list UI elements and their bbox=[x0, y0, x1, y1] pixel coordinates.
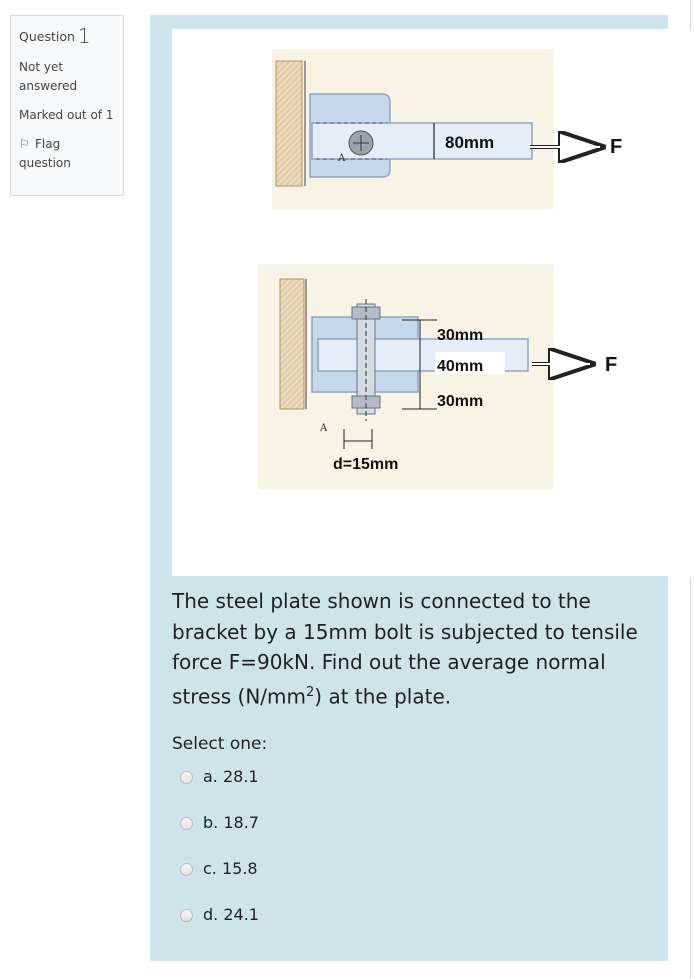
question-figure bbox=[172, 29, 668, 576]
force-label: F bbox=[610, 136, 623, 158]
dim-label-30mm-bottom: 30mm bbox=[437, 393, 484, 410]
question-number bbox=[19, 24, 115, 48]
radio-button[interactable] bbox=[180, 817, 193, 830]
section-label: A bbox=[338, 153, 346, 164]
flag-label: Flag question bbox=[19, 137, 71, 170]
question-state: Not yet answered bbox=[19, 60, 78, 93]
question-label: Question bbox=[19, 29, 75, 44]
wall-support bbox=[276, 61, 302, 186]
radio-button[interactable] bbox=[180, 909, 193, 922]
answer-option-b[interactable] bbox=[180, 811, 259, 833]
answer-option-d[interactable] bbox=[180, 903, 259, 925]
answer-option-c[interactable] bbox=[180, 857, 258, 879]
answer-label: a. 28.1 bbox=[203, 766, 259, 786]
radio-button[interactable] bbox=[180, 771, 193, 784]
dim-label-40mm: 40mm bbox=[437, 358, 484, 375]
side-view bbox=[258, 264, 617, 489]
force-label: F bbox=[605, 354, 618, 376]
wall-support bbox=[280, 279, 304, 409]
page-edge bbox=[690, 578, 691, 979]
bracket-diagram bbox=[172, 29, 668, 576]
question-text bbox=[172, 586, 652, 712]
question-info-panel bbox=[10, 15, 124, 196]
question-grade: Marked out of 1 bbox=[19, 108, 114, 122]
top-view bbox=[272, 49, 622, 209]
flag-question-link[interactable] bbox=[19, 135, 115, 173]
flag-icon: ⚐ bbox=[19, 137, 30, 151]
page-edge bbox=[690, 0, 691, 30]
diameter-label: d=15mm bbox=[333, 456, 399, 473]
question-content bbox=[150, 15, 668, 961]
width-label-80mm: 80mm bbox=[445, 133, 495, 152]
dim-label-30mm-top: 30mm bbox=[437, 327, 484, 344]
section-label: A bbox=[320, 423, 328, 434]
answer-option-a[interactable] bbox=[180, 765, 259, 787]
question-text-end: ) at the plate. bbox=[314, 684, 452, 709]
question-text-main: The steel plate shown is connected to the bracket by a 15mm bolt is subjected to tensile force F=90kN. Find out the average normal stress (N/mm bbox=[172, 589, 638, 709]
select-one-prompt: Select one: bbox=[172, 734, 268, 754]
question-text-superscript: 2 bbox=[306, 684, 315, 700]
answer-label: b. 18.7 bbox=[203, 812, 259, 832]
answer-label: d. 24.1 bbox=[203, 904, 259, 924]
radio-button[interactable] bbox=[180, 863, 193, 876]
answer-label: c. 15.8 bbox=[203, 858, 258, 878]
question-number-value: 1 bbox=[77, 24, 91, 48]
